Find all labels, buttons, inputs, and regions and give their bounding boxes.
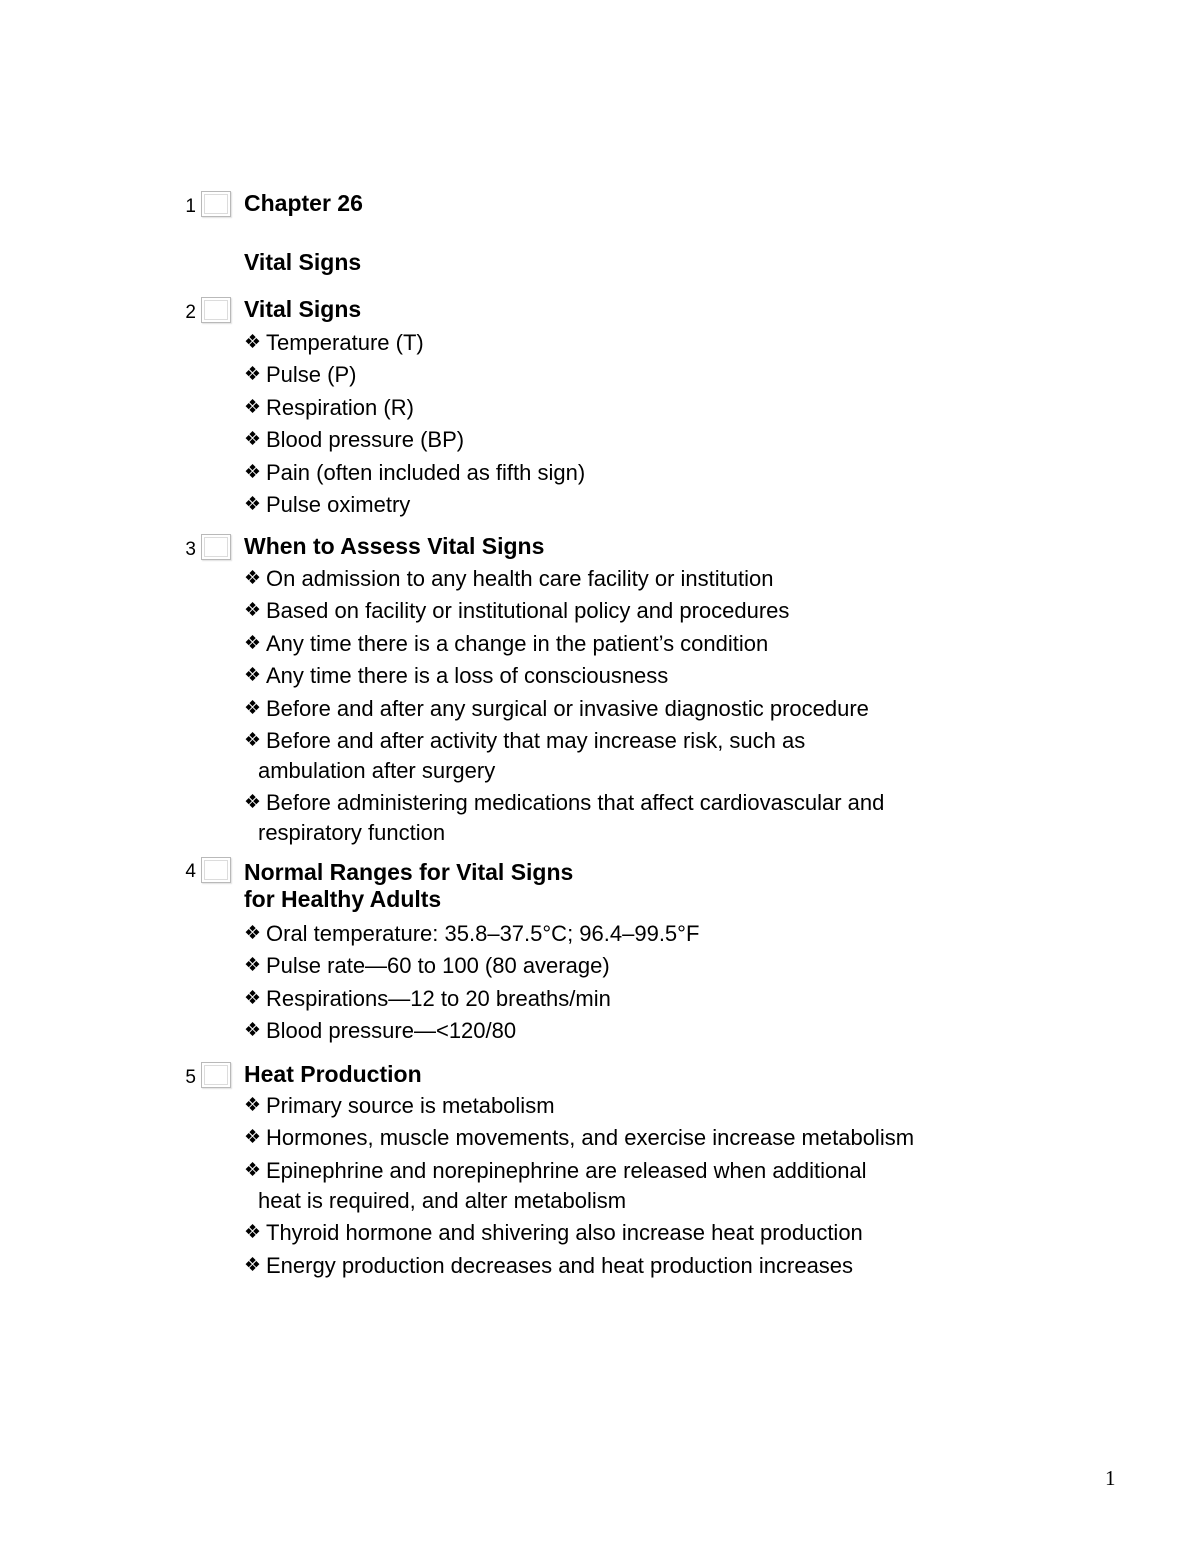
slide-title: When to Assess Vital Signs (244, 533, 545, 559)
slide-thumbnail[interactable] (201, 191, 231, 217)
page-number: 1 (1105, 1466, 1116, 1490)
list-item: ❖ Pulse (P) (244, 360, 1044, 390)
diamond-bullet-icon: ❖ (244, 1254, 262, 1276)
diamond-bullet-icon: ❖ (244, 923, 262, 944)
list-item: ❖ Respiration (R) (244, 393, 1044, 423)
diamond-bullet-icon: ❖ (244, 1095, 262, 1116)
slide-thumbnail[interactable] (201, 1062, 231, 1088)
diamond-bullet-icon: ❖ (244, 600, 262, 622)
bullet-list (244, 564, 1044, 848)
slide-title: Vital Signs (244, 296, 362, 322)
bullet-list (244, 1091, 1044, 1281)
list-item: ❖ Blood pressure (BP) (244, 425, 1044, 455)
list-item: ❖ Epinephrine and norepinephrine are released when additional heat is required, and alter metabolism (244, 1157, 867, 1213)
slide-title-line2: for Healthy Adults (244, 886, 442, 912)
list-item: ❖ Respirations—12 to 20 breaths/min (244, 984, 1044, 1014)
slide-number: 2 (185, 302, 196, 323)
slide-title: Heat Production (244, 1061, 422, 1087)
diamond-bullet-icon: ❖ (244, 697, 262, 719)
list-item: ❖ Based on facility or institutional policy and procedures (244, 596, 1044, 626)
list-item: ❖ Before and after any surgical or invasive diagnostic procedure (244, 694, 1044, 724)
list-item: ❖ Energy production decreases and heat production increases (244, 1251, 1044, 1281)
diamond-bullet-icon: ❖ (244, 1222, 262, 1244)
list-item: ❖ Before and after activity that may increase risk, such as ambulation after surgery (244, 727, 806, 783)
slide-number: 3 (185, 539, 196, 560)
diamond-bullet-icon: ❖ (244, 792, 262, 814)
list-item: ❖ Temperature (T) (244, 328, 1044, 358)
diamond-bullet-icon: ❖ (244, 729, 262, 751)
slide-number: 5 (185, 1067, 196, 1088)
diamond-bullet-icon: ❖ (244, 493, 262, 515)
slide-title: Chapter 26 (244, 190, 363, 216)
bullet-list (244, 919, 1044, 1046)
list-item: ❖ Any time there is a change in the patient’s condition (244, 629, 1044, 659)
diamond-bullet-icon: ❖ (244, 955, 262, 977)
list-item: ❖ Blood pressure—<120/80 (244, 1016, 1044, 1046)
slide-title: Normal Ranges for Vital Signs (244, 859, 574, 885)
list-item: ❖ Primary source is metabolism (244, 1091, 1044, 1121)
diamond-bullet-icon: ❖ (244, 1127, 262, 1149)
list-item: ❖ Any time there is a loss of consciousness (244, 661, 1044, 691)
slide-thumbnail[interactable] (201, 857, 231, 883)
list-item: ❖ Pulse oximetry (244, 490, 1044, 520)
list-item: ❖ Pulse rate—60 to 100 (80 average) (244, 951, 1044, 981)
diamond-bullet-icon: ❖ (244, 665, 262, 687)
bullet-list (244, 328, 1044, 520)
slide-subtitle: Vital Signs (244, 249, 362, 275)
diamond-bullet-icon: ❖ (244, 461, 262, 483)
diamond-bullet-icon: ❖ (244, 987, 262, 1009)
diamond-bullet-icon: ❖ (244, 1020, 262, 1042)
diamond-bullet-icon: ❖ (244, 632, 262, 654)
list-item: ❖ Hormones, muscle movements, and exercise increase metabolism (244, 1123, 1044, 1153)
diamond-bullet-icon: ❖ (244, 1159, 262, 1181)
diamond-bullet-icon: ❖ (244, 332, 262, 353)
list-item: ❖ On admission to any health care facility or institution (244, 564, 1044, 594)
list-item: ❖ Before administering medications that affect cardiovascular and respiratory function (244, 790, 885, 846)
diamond-bullet-icon: ❖ (244, 568, 262, 589)
list-item: ❖ Oral temperature: 35.8–37.5°C; 96.4–99.5°F (244, 919, 1044, 949)
diamond-bullet-icon: ❖ (244, 396, 262, 418)
slide-thumbnail[interactable] (201, 297, 231, 323)
slide-thumbnail[interactable] (201, 534, 231, 560)
slide-number: 4 (185, 861, 196, 882)
diamond-bullet-icon: ❖ (244, 429, 262, 451)
slide-number: 1 (185, 196, 196, 217)
list-item: ❖ Pain (often included as fifth sign) (244, 458, 1044, 488)
list-item: ❖ Thyroid hormone and shivering also increase heat production (244, 1218, 1044, 1248)
diamond-bullet-icon: ❖ (244, 364, 262, 386)
